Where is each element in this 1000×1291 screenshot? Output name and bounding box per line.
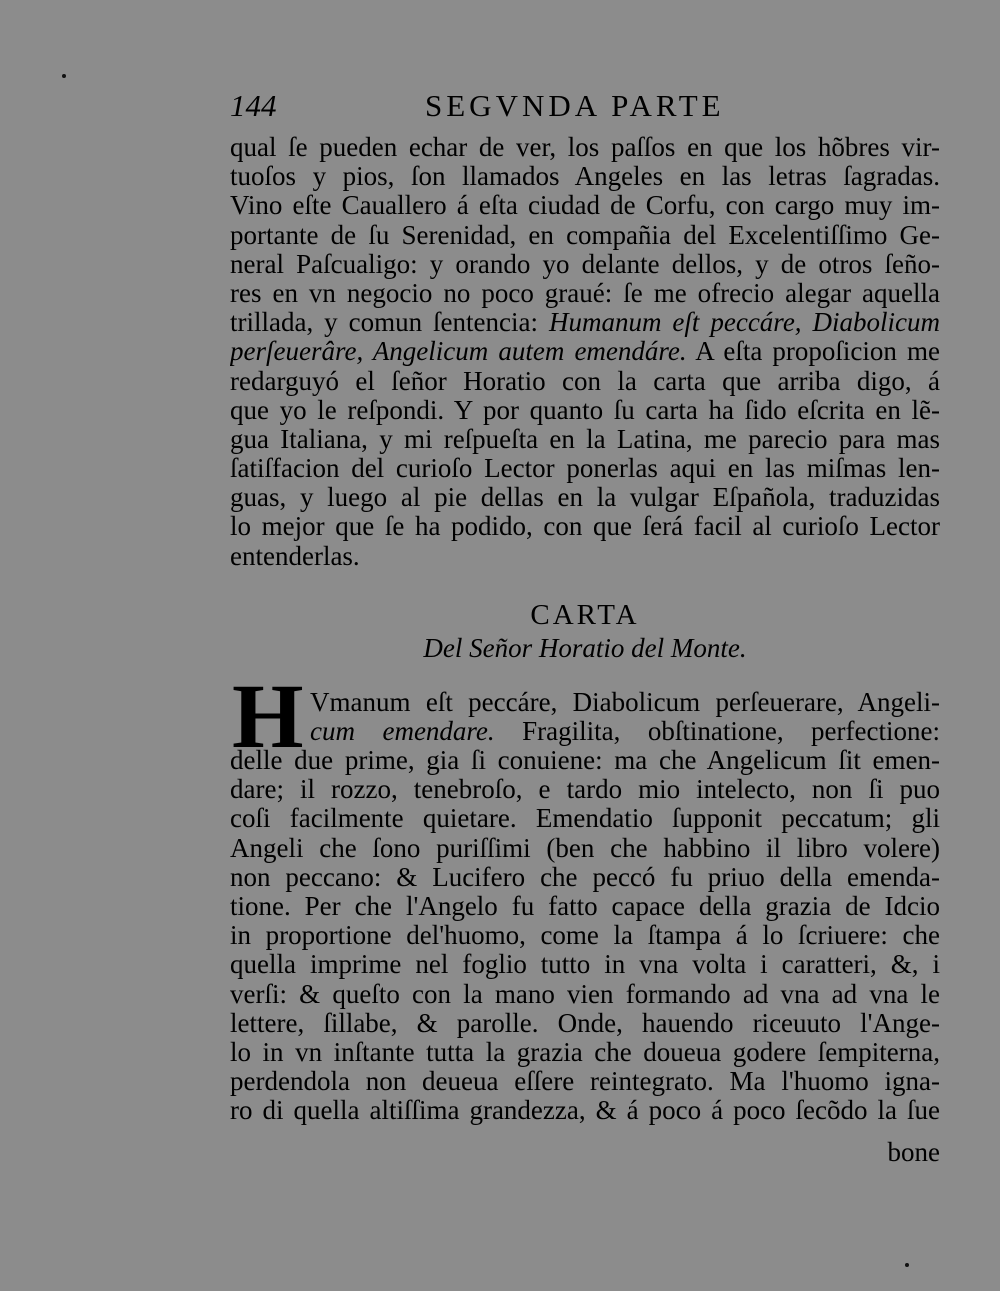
running-head: SEGVNDA PARTE [425, 88, 725, 123]
letter-body [230, 746, 940, 1125]
page-number: 144 [230, 88, 277, 123]
text-line: lo mejor que ſe ha podido, con que ſerá facil al curioſo Lector [230, 512, 940, 542]
latin-quote: perſeuerâre, Angelicum autem emendáre. [230, 337, 687, 367]
text-line: guas, y luego al pie dellas en la vulgar Eſpañola, traduzidas [230, 483, 940, 513]
intro-paragraph [230, 133, 940, 571]
text-line: lettere, ſillabe, & parolle. Onde, hauendo riceuuto l'Ange- [230, 1008, 940, 1038]
catchword: bone [887, 1137, 940, 1167]
text-line: entenderlas. [230, 541, 360, 571]
text-line: qual ſe pueden echar de ver, los paſſos en que los hõbres vir- [230, 133, 940, 162]
text-line: Angeli che ſono puriſſimi (ben che habbino il libro volere) [230, 833, 940, 863]
text-line-segment: Fragilita, obſtinatione, perfectione: [494, 717, 940, 747]
text-line: Vino eſte Cauallero á eſta ciudad de Corfu, con cargo muy im- [230, 191, 940, 221]
drop-capital: H [232, 665, 304, 767]
latin-quote: Humanum eſt peccáre, Diabolicum [548, 308, 940, 338]
text-line: verſi: & queſto con la mano vien formando ad vna ad vna le [230, 979, 940, 1009]
text-line: non peccano: & Lucifero che peccó fu priuo della emenda- [230, 862, 940, 892]
text-line: res en vn negocio no poco graué: ſe me ofrecio alegar aquella [230, 278, 940, 308]
text-line: delle due prime, gia ſi conuiene: ma che Angelicum ſit emen- [230, 746, 940, 775]
letter-title: CARTA [530, 599, 640, 631]
text-line: tuoſos y pios, ſon llamados Angeles en las letras ſagradas. [230, 162, 940, 192]
text-line: que yo le reſpondi. Y por quanto ſu carta ha ſido eſcrita en lẽ- [230, 395, 940, 425]
page-header [230, 88, 940, 132]
ink-speck [62, 74, 66, 78]
text-line [230, 337, 940, 366]
text-line: coſi facilmente quietare. Emendatio ſupponit peccatum; gli [230, 804, 940, 834]
letter-subtitle: Del Señor Horatio del Monte. [423, 633, 747, 663]
text-line [230, 308, 940, 337]
text-line [310, 717, 940, 746]
text-line: dare; il rozzo, tenebroſo, e tardo mio intelecto, non ſi puo [230, 775, 940, 805]
text-line: lo in vn inſtante tutta la grazia che doueua godere ſempiterna, [230, 1037, 940, 1067]
latin-quote: cum emendare. [310, 717, 495, 747]
text-line: neral Paſcualigo: y orando yo delante dellos, y de otros ſeño- [230, 249, 940, 279]
letter-opening [310, 688, 940, 746]
text-line-segment: A eſta propoſicion me [695, 337, 940, 367]
text-line: redarguyó el ſeñor Horatio con la carta que arriba digo, á [230, 366, 940, 396]
text-line: tione. Per che l'Angelo fu fatto capace della grazia de Idcio [230, 891, 940, 921]
text-line-segment: trillada, y comun ſentencia: [230, 308, 539, 338]
text-line: quella imprime nel foglio tutto in vna volta i caratteri, &, i [230, 950, 940, 980]
text-line: Vmanum eſt peccáre, Diabolicum perſeuerare, Angeli- [310, 688, 940, 717]
letter-title-block [230, 598, 940, 664]
text-line: ſatiſfacion del curioſo Lector ponerlas aqui en las miſmas len- [230, 454, 940, 484]
text-line: in proportione del'huomo, come la ſtampa á lo ſcriuere: che [230, 921, 940, 951]
text-line: perdendola non deueua eſſere reintegrato. Ma l'huomo igna- [230, 1067, 940, 1097]
text-line: portante de ſu Serenidad, en compañia del Excelentiſſimo Ge- [230, 220, 940, 250]
text-line: gua Italiana, y mi reſpueſta en la Latina, me parecio para mas [230, 424, 940, 454]
text-line: ro di quella altiſſima grandezza, & á poco á poco ſecõdo la ſue [230, 1096, 940, 1126]
ink-speck [905, 1263, 909, 1267]
